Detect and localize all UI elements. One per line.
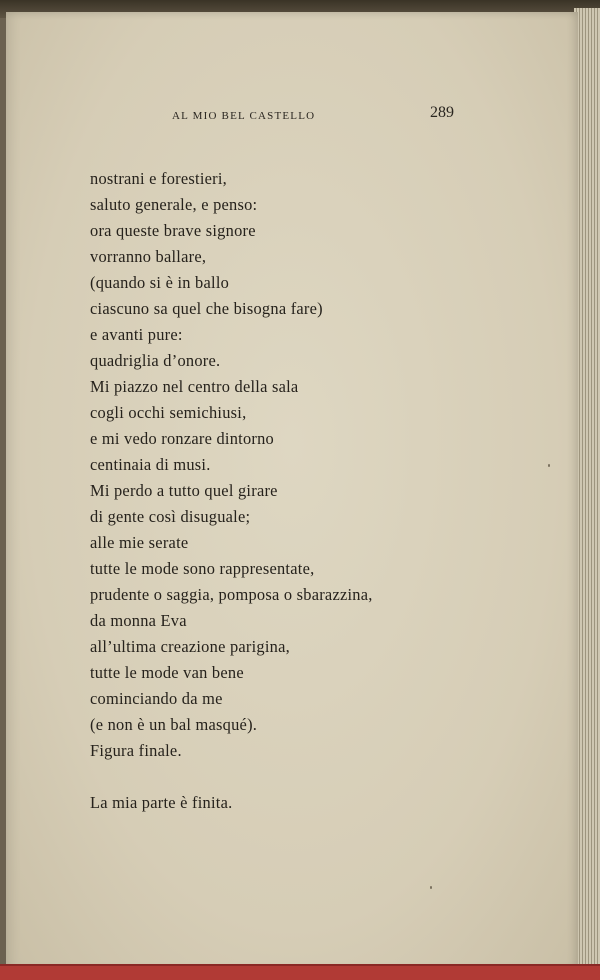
poem-line: quadriglia d’onore. xyxy=(90,351,221,370)
poem-line: e avanti pure: xyxy=(90,325,183,344)
paper-speck xyxy=(548,464,550,467)
poem-line: ciascuno sa quel che bisogna fare) xyxy=(90,299,323,318)
poem-line: di gente così disuguale; xyxy=(90,507,251,526)
poem-line: nostrani e forestieri, xyxy=(90,169,228,188)
poem-line: cogli occhi semichiusi, xyxy=(90,403,247,422)
paper-speck xyxy=(430,886,432,889)
poem-line: Mi piazzo nel centro della sala xyxy=(90,377,299,396)
poem-line: ora queste brave signore xyxy=(90,221,256,240)
page-number: 289 xyxy=(430,104,454,121)
running-title: AL MIO BEL CASTELLO xyxy=(172,110,316,122)
poem-line: Mi perdo a tutto quel girare xyxy=(90,481,278,500)
poem-line: tutte le mode van bene xyxy=(90,663,244,682)
page-header xyxy=(6,104,578,132)
poem-line: saluto generale, e penso: xyxy=(90,195,258,214)
red-binding-edge xyxy=(0,964,600,980)
poem-line: alle mie serate xyxy=(90,533,189,552)
poem-line: (e non è un bal masqué). xyxy=(90,715,258,734)
poem-line: e mi vedo ronzare dintorno xyxy=(90,429,275,448)
stanza-gap xyxy=(90,764,530,790)
poem-line: da monna Eva xyxy=(90,611,187,630)
poem-line: all’ultima creazione parigina, xyxy=(90,637,290,656)
poem-line: (quando si è in ballo xyxy=(90,273,230,292)
poem-line: Figura finale. xyxy=(90,741,182,760)
poem-line: centinaia di musi. xyxy=(90,455,211,474)
poem-line: cominciando da me xyxy=(90,689,223,708)
poem-line: tutte le mode sono rappresentate, xyxy=(90,559,315,578)
book-page xyxy=(6,12,578,970)
poem-text xyxy=(90,166,530,816)
poem-line: vorranno ballare, xyxy=(90,247,207,266)
poem-line: prudente o saggia, pomposa o sbarazzina, xyxy=(90,585,373,604)
closing-line: La mia parte è finita. xyxy=(90,793,233,812)
